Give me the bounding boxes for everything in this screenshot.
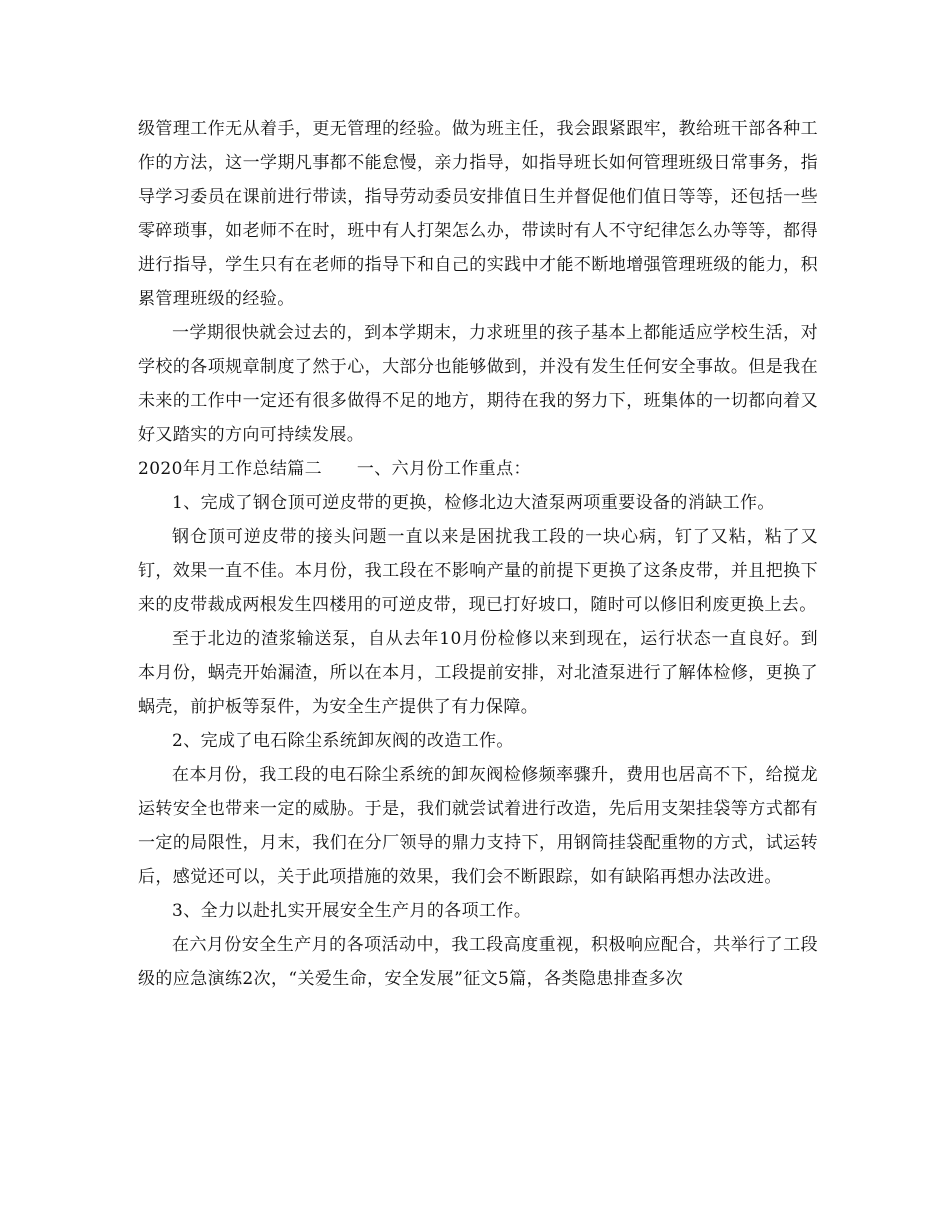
document-body — [138, 112, 818, 996]
paragraph-7: 在本月份，我工段的电石除尘系统的卸灰阀检修频率骤升，费用也居高不下，给搅龙运转安全也带来一定的威胁。于是，我们就尝试着进行改造，先后用支架挂袋等方式都有一定的局限性，月末，我们在分厂领导的鼎力支持下，用钢筒挂袋配重物的方式，试运转后，感觉还可以，关于此项措施的效果，我们会不断跟踪，如有缺陷再想办法改进。 — [138, 765, 818, 887]
paragraph-1: 级管理工作无从着手，更无管理的经验。做为班主任，我会跟紧跟牢，教给班干部各种工作的方法，这一学期凡事都不能怠慢，亲力指导，如指导班长如何管理班级日常事务，指导学习委员在课前进行带读，指导劳动委员安排值日生并督促他们值日等等，还包括一些零碎琐事，如老师不在时，班中有人打架怎么办，带读时有人不守纪律怎么办等等，都得进行指导，学生只有在老师的指导下和自己的实践中才能不断地增强管理班级的能力，积累管理班级的经验。 — [138, 119, 818, 309]
paragraph-5: 至于北边的渣浆输送泵，自从去年10月份检修以来到现在，运行状态一直良好。到本月份，蜗壳开始漏渣，所以在本月，工段提前安排，对北渣泵进行了解体检修，更换了蜗壳，前护板等泵件，为安全生产提供了有力保障。 — [138, 629, 818, 717]
paragraph-item-2: 2、完成了电石除尘系统卸灰阀的改造工作。 — [172, 731, 514, 751]
paragraph-item-3: 3、全力以赴扎实开展安全生产月的各项工作。 — [172, 901, 532, 921]
paragraph-9: 在六月份安全生产月的各项活动中，我工段高度重视，积极响应配合，共举行了工段级的应急演练2次，“关爱生命，安全发展”征文5篇，各类隐患排查多次 — [138, 935, 818, 989]
paragraph-2: 一学期很快就会过去的，到本学期末，力求班里的孩子基本上都能适应学校生活，对学校的各项规章制度了然于心，大部分也能够做到，并没有发生任何安全事故。但是我在未来的工作中一定还有很多做得不足的地方，期待在我的努力下，班集体的一切都向着又好又踏实的方向可持续发展。 — [138, 323, 818, 445]
paragraph-item-1: 1、完成了钢仓顶可逆皮带的更换，检修北边大渣泵两项重要设备的消缺工作。 — [172, 493, 775, 513]
paragraph-4: 钢仓顶可逆皮带的接头问题一直以来是困扰我工段的一块心病，钉了又粘，粘了又钉，效果一直不佳。本月份，我工段在不影响产量的前提下更换了这条皮带，并且把换下来的皮带裁成两根发生四楼用的可逆皮带，现已打好坡口，随时可以修旧利废更换上去。 — [138, 527, 818, 615]
section-heading: 2020年月工作总结篇二 一、六月份工作重点： — [138, 459, 531, 479]
